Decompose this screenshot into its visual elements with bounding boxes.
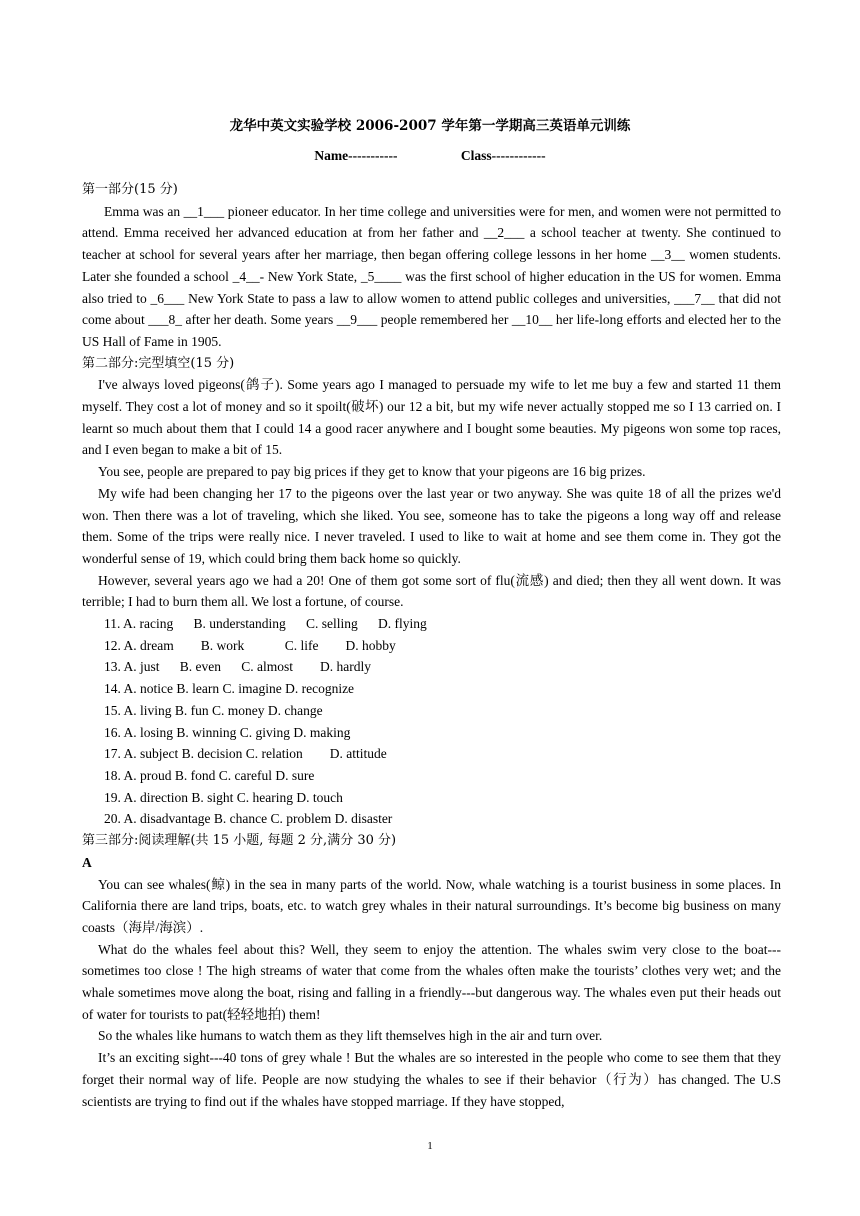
question-option-line: 16. A. losing B. winning C. giving D. making (104, 724, 351, 740)
part1-paragraph: Emma was an __1___ pioneer educator. In her time college and universities were for men, and women were not permitted to attend. Emma received her advanced education at from her father and __2___ a school teacher at twenty. She continued to teacher at school for several years after her marriage, then began offering college lessons in her home __3__ women students. Later she founded a school _4__- New York State, _5____ was the first school of higher education in the US for women. Emma also tried to _6___ New York State to pass a law to allow women to attend public colleges and universities, ___7__ that did not come about ___8_ after her death. Some years __9___ people remembered her __10__ her life-long efforts and elected her to the US Hall of Fame in 1905. (82, 203, 781, 349)
part3-heading: 第三部分:阅读理解(共 15 小题, 每题 2 分,满分 30 分) (82, 833, 397, 849)
question-option-line: 14. A. notice B. learn C. imagine D. recognize (104, 681, 355, 697)
part2-paragraph-3: My wife had been changing her 17 to the pigeons over the last year or two anyway. She was quite 18 of all the prizes we'd won. Then there was a lot of traveling, which she liked. You see, someone has to take the pigeons a long way off and release them. Some of the trips were really nice. I never traveled. I used to like to wait at home and see them come in. They got the wonderful sense of 19, which could bring them back home so quickly. (82, 485, 781, 566)
question-option-line: 17. A. subject B. decision C. relation D. attitude (104, 746, 387, 762)
passage-a-paragraph-4: It’s an exciting sight---40 tons of grey whale ! But the whales are so interested in the people who come to see them that they forget their normal way of life. People are now studying the whales to see if their behavior（行为）has changed. The U.S scientists are trying to find out if the whales have stopped marriage. If they have stopped, (82, 1050, 781, 1109)
question-option-line: 19. A. direction B. sight C. hearing D. touch (104, 789, 343, 805)
question-option-line: 15. A. living B. fun C. money D. change (104, 702, 323, 718)
class-field: Class------------ (460, 148, 546, 163)
part1-heading: 第一部分(15 分) (82, 182, 178, 197)
question-option-line: 13. A. just B. even C. almost D. hardly (104, 659, 371, 675)
part2-heading: 第二部分:完型填空(15 分) (82, 355, 235, 371)
question-option-line: 12. A. dream B. work C. life D. hobby (104, 637, 396, 653)
page-title: 龙华中英文实验学校 2006-2007 学年第一学期高三英语单元训练 (229, 118, 631, 134)
passage-a-paragraph-2: What do the whales feel about this? Well, they seem to enjoy the attention. The whales swim very close to the boat---sometimes too close ! The high streams of water that come from the whales often make the tourists’ clothes very wet; and the whale sometimes move along the boat, rising and falling in a friendly---but dangerous way. The whales even put their heads out of water for tourists to pat(轻轻地拍) them! (82, 941, 781, 1022)
part2-paragraph-4: However, several years ago we had a 20! One of them got some sort of flu(流感) and died; then they all went down. It was terrible; I had to burn them all. We lost a fortune, of course. (82, 572, 781, 610)
part2-paragraph-2: You see, people are prepared to pay big prices if they get to know that your pigeons are 16 big prizes. (98, 464, 646, 480)
question-option-line: 20. A. disadvantage B. chance C. problem D. disaster (104, 811, 393, 827)
passage-a-paragraph-3: So the whales like humans to watch them as they lift themselves high in the air and turn over. (98, 1028, 603, 1044)
name-class-row (0, 148, 860, 164)
passage-a-paragraph-1: You can see whales(鲸) in the sea in many parts of the world. Now, whale watching is a tourist business in some places. In California there are land trips, boats, etc. to watch grey whales in their natural surroundings. It’s become big business on many coasts（海岸/海滨）. (82, 876, 781, 935)
passage-a-label: A (82, 854, 92, 870)
part2-paragraph-1: I've always loved pigeons(鸽子). Some years ago I managed to persuade my wife to let me buy a few and started 11 them myself. They cost a lot of money and so it spoilt(破坏) our 12 a bit, but my wife never actually stopped me so I 13 carried on. I learnt so much about them that I could 14 a good racer anywhere and I bought some beauties. My pigeons won some top races, and I even began to make a bit of 15. (82, 377, 781, 458)
document-body (82, 179, 781, 1112)
question-option-line: 18. A. proud B. fond C. careful D. sure (104, 767, 315, 783)
question-option-line: 11. A. racing B. understanding C. selling D. flying (104, 616, 427, 632)
page-number: 1 (427, 1140, 433, 1152)
name-field: Name----------- (314, 148, 398, 163)
